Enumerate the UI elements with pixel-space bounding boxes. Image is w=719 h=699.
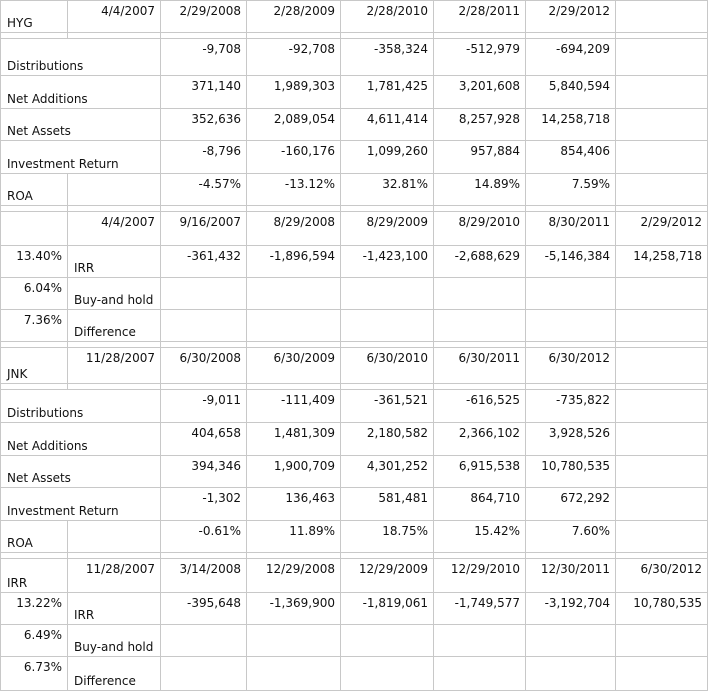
cashflow-cell[interactable]: -1,369,900 <box>247 593 341 625</box>
empty-cell[interactable] <box>161 657 247 691</box>
empty-cell[interactable] <box>68 174 161 206</box>
irr-date-cell[interactable]: 8/29/2010 <box>434 212 526 246</box>
date-cell[interactable]: 6/30/2011 <box>434 348 526 384</box>
fund-ticker-cell[interactable]: HYG <box>1 1 68 33</box>
cashflow-cell[interactable]: 10,780,535 <box>616 593 708 625</box>
empty-cell[interactable] <box>616 39 708 76</box>
metric-label-cell[interactable]: Net Additions <box>1 76 161 109</box>
irr-date-cell[interactable]: 8/30/2011 <box>526 212 616 246</box>
empty-cell[interactable] <box>247 278 341 310</box>
value-cell[interactable]: -13.12% <box>247 174 341 206</box>
empty-cell[interactable] <box>616 310 708 342</box>
empty-cell[interactable] <box>616 521 708 553</box>
empty-cell[interactable] <box>247 310 341 342</box>
difference-percent-cell[interactable]: 7.36% <box>1 310 68 342</box>
empty-cell[interactable] <box>616 76 708 109</box>
irr-date-cell[interactable]: 9/16/2007 <box>161 212 247 246</box>
empty-cell[interactable] <box>68 521 161 553</box>
empty-cell[interactable] <box>616 109 708 141</box>
value-cell[interactable]: 352,636 <box>161 109 247 141</box>
value-cell[interactable]: -9,708 <box>161 39 247 76</box>
value-cell[interactable]: 11.89% <box>247 521 341 553</box>
value-cell[interactable]: 1,781,425 <box>341 76 434 109</box>
empty-cell[interactable] <box>341 625 434 657</box>
empty-cell[interactable] <box>434 278 526 310</box>
difference-row <box>1 657 708 691</box>
metric-row <box>1 174 708 206</box>
value-cell[interactable]: 5,840,594 <box>526 76 616 109</box>
empty-cell[interactable] <box>616 456 708 488</box>
empty-cell[interactable] <box>341 310 434 342</box>
value-cell[interactable]: 136,463 <box>247 488 341 521</box>
metric-label-cell[interactable]: ROA <box>1 521 68 553</box>
value-cell[interactable]: 6,915,538 <box>434 456 526 488</box>
empty-cell[interactable] <box>341 278 434 310</box>
value-cell[interactable]: 8,257,928 <box>434 109 526 141</box>
value-cell[interactable]: -361,521 <box>341 390 434 423</box>
date-cell[interactable]: 11/28/2007 <box>68 348 161 384</box>
value-cell[interactable]: -8,796 <box>161 141 247 174</box>
cashflow-cell[interactable]: -1,819,061 <box>341 593 434 625</box>
metric-label-cell[interactable]: ROA <box>1 174 68 206</box>
irr-header-label-cell[interactable] <box>1 212 68 246</box>
value-cell[interactable]: 10,780,535 <box>526 456 616 488</box>
date-cell[interactable]: 4/4/2007 <box>68 1 161 33</box>
irr-date-cell[interactable]: 8/29/2009 <box>341 212 434 246</box>
irr-row <box>1 246 708 278</box>
buy-hold-percent-cell[interactable]: 6.04% <box>1 278 68 310</box>
value-cell[interactable]: 1,099,260 <box>341 141 434 174</box>
irr-date-cell[interactable]: 8/29/2008 <box>247 212 341 246</box>
irr-percent-cell[interactable]: 13.22% <box>1 593 68 625</box>
irr-date-cell[interactable]: 12/29/2008 <box>247 559 341 593</box>
empty-cell[interactable] <box>526 278 616 310</box>
empty-cell[interactable] <box>616 423 708 456</box>
irr-label-cell[interactable]: IRR <box>68 593 161 625</box>
cashflow-cell[interactable]: -3,192,704 <box>526 593 616 625</box>
value-cell[interactable]: 7.60% <box>526 521 616 553</box>
value-cell[interactable]: 4,301,252 <box>341 456 434 488</box>
irr-date-cell[interactable]: 12/30/2011 <box>526 559 616 593</box>
metric-label-cell[interactable]: Distributions <box>1 39 161 76</box>
value-cell[interactable]: -160,176 <box>247 141 341 174</box>
value-cell[interactable]: -92,708 <box>247 39 341 76</box>
cashflow-cell[interactable]: -1,896,594 <box>247 246 341 278</box>
value-cell[interactable]: 2,366,102 <box>434 423 526 456</box>
buy-hold-row <box>1 625 708 657</box>
metric-row <box>1 423 708 456</box>
empty-cell[interactable] <box>247 657 341 691</box>
date-cell[interactable]: 6/30/2010 <box>341 348 434 384</box>
value-cell[interactable]: 2,089,054 <box>247 109 341 141</box>
empty-cell[interactable] <box>616 390 708 423</box>
irr-header-row <box>1 559 708 593</box>
empty-cell[interactable] <box>341 657 434 691</box>
irr-date-cell[interactable]: 3/14/2008 <box>161 559 247 593</box>
value-cell[interactable]: 394,346 <box>161 456 247 488</box>
difference-percent-cell[interactable]: 6.73% <box>1 657 68 691</box>
empty-cell[interactable] <box>434 625 526 657</box>
date-cell[interactable]: 6/30/2012 <box>526 348 616 384</box>
date-cell[interactable]: 2/28/2011 <box>434 1 526 33</box>
value-cell[interactable]: -735,822 <box>526 390 616 423</box>
value-cell[interactable]: 404,658 <box>161 423 247 456</box>
fund-header-row <box>1 1 708 33</box>
metric-row <box>1 456 708 488</box>
date-cell[interactable]: 6/30/2009 <box>247 348 341 384</box>
value-cell[interactable]: 1,989,303 <box>247 76 341 109</box>
empty-cell[interactable] <box>434 310 526 342</box>
metric-row <box>1 488 708 521</box>
irr-row <box>1 593 708 625</box>
metric-row <box>1 109 708 141</box>
metric-label-cell[interactable]: Net Additions <box>1 423 161 456</box>
buy-hold-label-cell[interactable]: Buy-and hold <box>68 625 161 657</box>
empty-cell[interactable] <box>616 174 708 206</box>
value-cell[interactable]: 672,292 <box>526 488 616 521</box>
cashflow-cell[interactable]: 14,258,718 <box>616 246 708 278</box>
value-cell[interactable]: 371,140 <box>161 76 247 109</box>
cashflow-cell[interactable]: -5,146,384 <box>526 246 616 278</box>
empty-cell[interactable] <box>616 488 708 521</box>
irr-date-cell[interactable]: 2/29/2012 <box>616 212 708 246</box>
metric-row <box>1 521 708 553</box>
difference-label-cell[interactable]: Difference <box>68 310 161 342</box>
value-cell[interactable]: 15.42% <box>434 521 526 553</box>
metric-row <box>1 141 708 174</box>
irr-percent-cell[interactable]: 13.40% <box>1 246 68 278</box>
cashflow-cell[interactable]: -395,648 <box>161 593 247 625</box>
irr-header-row <box>1 212 708 246</box>
value-cell[interactable]: -0.61% <box>161 521 247 553</box>
value-cell[interactable]: -9,011 <box>161 390 247 423</box>
value-cell[interactable]: 581,481 <box>341 488 434 521</box>
value-cell[interactable]: -512,979 <box>434 39 526 76</box>
value-cell[interactable]: 3,201,608 <box>434 76 526 109</box>
empty-cell[interactable] <box>161 625 247 657</box>
value-cell[interactable]: -358,324 <box>341 39 434 76</box>
irr-date-cell[interactable]: 11/28/2007 <box>68 559 161 593</box>
irr-header-label-cell[interactable]: IRR <box>1 559 68 593</box>
fund-header-row <box>1 348 708 384</box>
value-cell[interactable]: 4,611,414 <box>341 109 434 141</box>
empty-cell[interactable] <box>247 625 341 657</box>
empty-cell[interactable] <box>526 625 616 657</box>
value-cell[interactable]: 7.59% <box>526 174 616 206</box>
value-cell[interactable]: 1,900,709 <box>247 456 341 488</box>
irr-date-cell[interactable]: 12/29/2010 <box>434 559 526 593</box>
difference-label-cell[interactable]: Difference <box>68 657 161 691</box>
metric-label-cell[interactable]: Net Assets <box>1 456 161 488</box>
cashflow-cell[interactable]: -1,423,100 <box>341 246 434 278</box>
value-cell[interactable]: -1,302 <box>161 488 247 521</box>
value-cell[interactable]: 32.81% <box>341 174 434 206</box>
cashflow-cell[interactable]: -361,432 <box>161 246 247 278</box>
metric-label-cell[interactable]: Net Assets <box>1 109 161 141</box>
empty-cell[interactable] <box>161 310 247 342</box>
empty-cell[interactable] <box>616 625 708 657</box>
metric-label-cell[interactable]: Investment Return <box>1 141 161 174</box>
value-cell[interactable]: -694,209 <box>526 39 616 76</box>
irr-date-cell[interactable]: 12/29/2009 <box>341 559 434 593</box>
value-cell[interactable]: 18.75% <box>341 521 434 553</box>
buy-hold-label-cell[interactable]: Buy-and hold <box>68 278 161 310</box>
empty-cell[interactable] <box>616 657 708 691</box>
date-cell[interactable]: 2/28/2010 <box>341 1 434 33</box>
date-cell[interactable]: 6/30/2008 <box>161 348 247 384</box>
value-cell[interactable]: -616,525 <box>434 390 526 423</box>
value-cell[interactable]: 1,481,309 <box>247 423 341 456</box>
empty-cell[interactable] <box>526 657 616 691</box>
metric-row <box>1 39 708 76</box>
irr-date-cell[interactable]: 6/30/2012 <box>616 559 708 593</box>
date-cell[interactable]: 2/28/2009 <box>247 1 341 33</box>
value-cell[interactable]: 2,180,582 <box>341 423 434 456</box>
empty-cell[interactable] <box>526 310 616 342</box>
metric-row <box>1 390 708 423</box>
value-cell[interactable]: -4.57% <box>161 174 247 206</box>
value-cell[interactable]: 14,258,718 <box>526 109 616 141</box>
date-cell[interactable]: 2/29/2008 <box>161 1 247 33</box>
date-cell[interactable]: 2/29/2012 <box>526 1 616 33</box>
empty-cell[interactable] <box>616 1 708 33</box>
irr-label-cell[interactable]: IRR <box>68 246 161 278</box>
value-cell[interactable]: 3,928,526 <box>526 423 616 456</box>
empty-cell[interactable] <box>161 278 247 310</box>
empty-cell[interactable] <box>616 348 708 384</box>
buy-hold-row <box>1 278 708 310</box>
buy-hold-percent-cell[interactable]: 6.49% <box>1 625 68 657</box>
metric-row <box>1 76 708 109</box>
value-cell[interactable]: 864,710 <box>434 488 526 521</box>
metric-label-cell[interactable]: Distributions <box>1 390 161 423</box>
fund-ticker-cell[interactable]: JNK <box>1 348 68 384</box>
value-cell[interactable]: 957,884 <box>434 141 526 174</box>
empty-cell[interactable] <box>434 657 526 691</box>
value-cell[interactable]: 854,406 <box>526 141 616 174</box>
irr-date-cell[interactable]: 4/4/2007 <box>68 212 161 246</box>
empty-cell[interactable] <box>616 278 708 310</box>
value-cell[interactable]: 14.89% <box>434 174 526 206</box>
difference-row <box>1 310 708 342</box>
metric-label-cell[interactable]: Investment Return <box>1 488 161 521</box>
empty-cell[interactable] <box>616 141 708 174</box>
cashflow-cell[interactable]: -2,688,629 <box>434 246 526 278</box>
value-cell[interactable]: -111,409 <box>247 390 341 423</box>
cashflow-cell[interactable]: -1,749,577 <box>434 593 526 625</box>
